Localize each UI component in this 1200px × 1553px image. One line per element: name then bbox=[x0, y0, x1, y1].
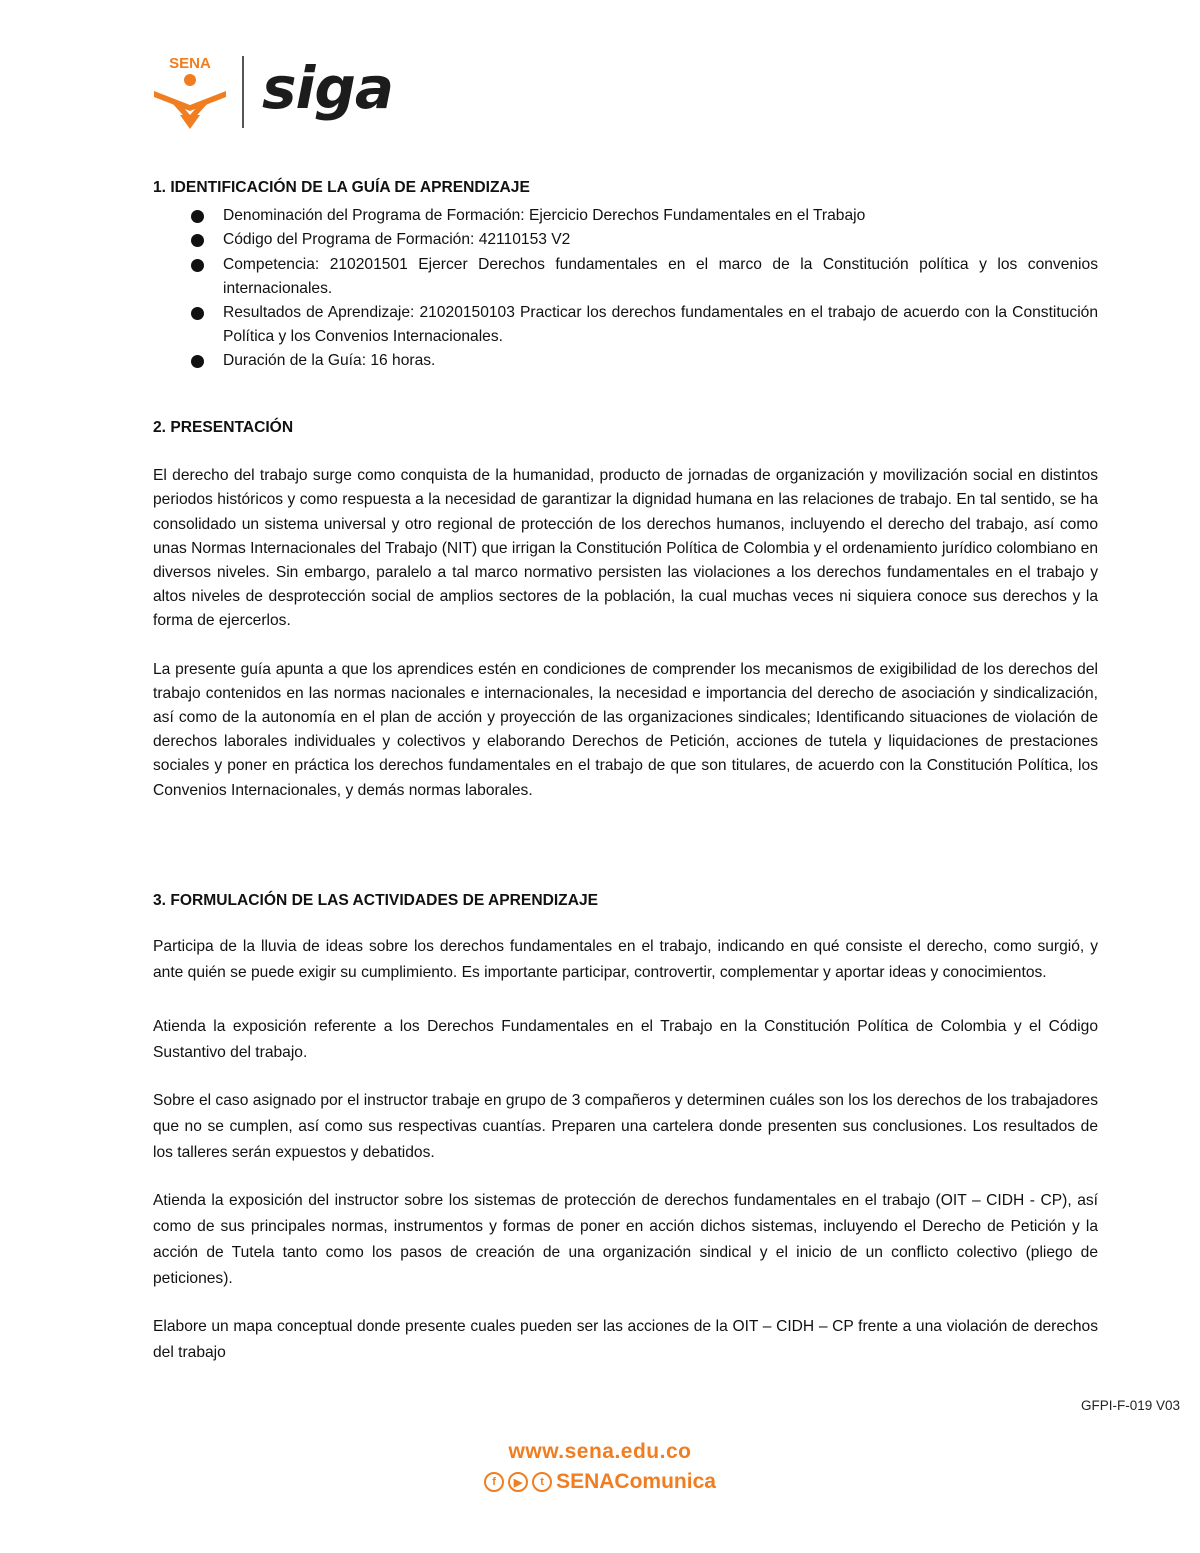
section2-paragraph-2: La presente guía apunta a que los aprendices estén en condiciones de comprender los mecanismos de exigibilidad de los derechos del trabajo contenidos en las normas nacionales e internacionales, la necesidad e importancia del derecho de asociación y sindicalización, así como de la autonomía en el plan de acción y proyección de las organizaciones sindicales; Identificando situaciones de violación de derechos laborales individuales y colectivos y elaborando Derechos de Petición, acciones de tutela y liquidaciones de prestaciones sociales y poner en práctica los derechos fundamentales en el trabajo de que son titulares, de acuerdo con la Constitución Política, los Convenios Internacionales, y demás normas laborales. bbox=[153, 660, 1098, 799]
list-item bbox=[153, 253, 1098, 301]
section-identificacion bbox=[153, 176, 1098, 374]
bullet-icon bbox=[191, 259, 204, 272]
header-logos bbox=[150, 52, 393, 132]
document-code: GFPI-F-019 V03 bbox=[1080, 1398, 1180, 1413]
bullet-icon bbox=[191, 234, 204, 247]
bullet-icon bbox=[191, 210, 204, 223]
section-presentacion bbox=[153, 416, 1098, 803]
section-actividades bbox=[153, 888, 1098, 1366]
section3-paragraph-5: Elabore un mapa conceptual donde presente cuales pueden ser las acciones de la OIT – CIDH – CP frente a una violación de derechos del trabajo bbox=[153, 1318, 1098, 1361]
list-item bbox=[153, 228, 1098, 252]
footer-url-link[interactable]: www.sena.edu.co bbox=[508, 1440, 692, 1463]
list-item bbox=[153, 301, 1098, 349]
footer-social-handle: SENAComunica bbox=[556, 1470, 716, 1493]
list-item bbox=[153, 204, 1098, 228]
youtube-icon[interactable]: ▶ bbox=[508, 1472, 528, 1492]
footer-social bbox=[0, 1470, 1200, 1494]
facebook-icon[interactable]: f bbox=[484, 1472, 504, 1492]
bullet-icon bbox=[191, 307, 204, 320]
section1-list bbox=[153, 204, 1098, 373]
section3-paragraph-2: Atienda la exposición referente a los Derechos Fundamentales en el Trabajo en la Constitución Política de Colombia y el Código Sustantivo del trabajo. bbox=[153, 1018, 1098, 1061]
section2-paragraph-1: El derecho del trabajo surge como conquista de la humanidad, producto de jornadas de organización y movilización social en distintos periodos históricos y como respuesta a la necesidad de garantizar la dignidad humana en las relaciones de trabajo. En tal sentido, se ha consolidado un sistema universal y otro regional de protección de los derechos humanos, incluyendo el derecho del trabajo, así como unas Normas Internacionales del Trabajo (NIT) que irrigan la Constitución Política de Colombia y el ordenamiento jurídico colombiano en diversos niveles. Sin embargo, paralelo a tal marco normativo persisten las violaciones a los derechos fundamentales en el trabajo y altos niveles de desprotección social de amplios sectores de la población, la cual muchas veces ni siquiera conoce sus derechos y la forma de ejercerlos. bbox=[153, 467, 1098, 630]
list-item-text: Código del Programa de Formación: 42110153 V2 bbox=[223, 231, 571, 249]
siga-logo: siga bbox=[262, 54, 394, 122]
list-item bbox=[153, 349, 1098, 373]
section3-paragraph-4: Atienda la exposición del instructor sobre los sistemas de protección de derechos fundamentales en el trabajo (OIT – CIDH - CP), así como de sus principales normas, instrumentos y formas de poner en acción dichos sistemas, incluyendo el Derecho de Petición y la acción de Tutela tanto como los pasos de creación de una organización sindical y el inicio de un conflicto colectivo (pliego de peticiones). bbox=[153, 1192, 1098, 1287]
twitter-icon[interactable]: t bbox=[532, 1472, 552, 1492]
section1-heading: 1. IDENTIFICACIÓN DE LA GUÍA DE APRENDIZAJE bbox=[153, 179, 530, 196]
section3-paragraph-1: Participa de la lluvia de ideas sobre los derechos fundamentales en el trabajo, indicando en qué consiste el derecho, como surgió, y ante quién se puede exigir su cumplimiento. Es importante participar, controvertir, complementar y aportar ideas y conocimientos. bbox=[153, 938, 1098, 981]
sena-logo-icon bbox=[150, 53, 230, 131]
list-item-text: Denominación del Programa de Formación: Ejercicio Derechos Fundamentales en el Trabajo bbox=[223, 207, 866, 225]
bullet-icon bbox=[191, 355, 204, 368]
list-item-text: Duración de la Guía: 16 horas. bbox=[223, 352, 436, 370]
list-item-text: Competencia: 210201501 Ejercer Derechos fundamentales en el marco de la Constitución política y los convenios internacionales. bbox=[223, 255, 1098, 297]
section3-heading: 3. FORMULACIÓN DE LAS ACTIVIDADES DE APRENDIZAJE bbox=[153, 892, 599, 909]
list-item-text: Resultados de Aprendizaje: 21020150103 Practicar los derechos fundamentales en el trabajo de acuerdo con la Constitución Política y los Convenios Internacionales. bbox=[223, 304, 1098, 346]
section3-paragraph-3: Sobre el caso asignado por el instructor trabaje en grupo de 3 compañeros y determinen cuáles son los los derechos de los trabajadores que no se cumplen, así como sus respectivas cuantías. Preparen una cartelera donde presenten sus conclusiones. Los resultados de los talleres serán expuestos y debatidos. bbox=[153, 1092, 1098, 1161]
logo-divider bbox=[242, 56, 244, 128]
sena-logo-text: SENA bbox=[169, 55, 211, 72]
section2-heading: 2. PRESENTACIÓN bbox=[153, 419, 294, 436]
footer bbox=[0, 1440, 1200, 1494]
